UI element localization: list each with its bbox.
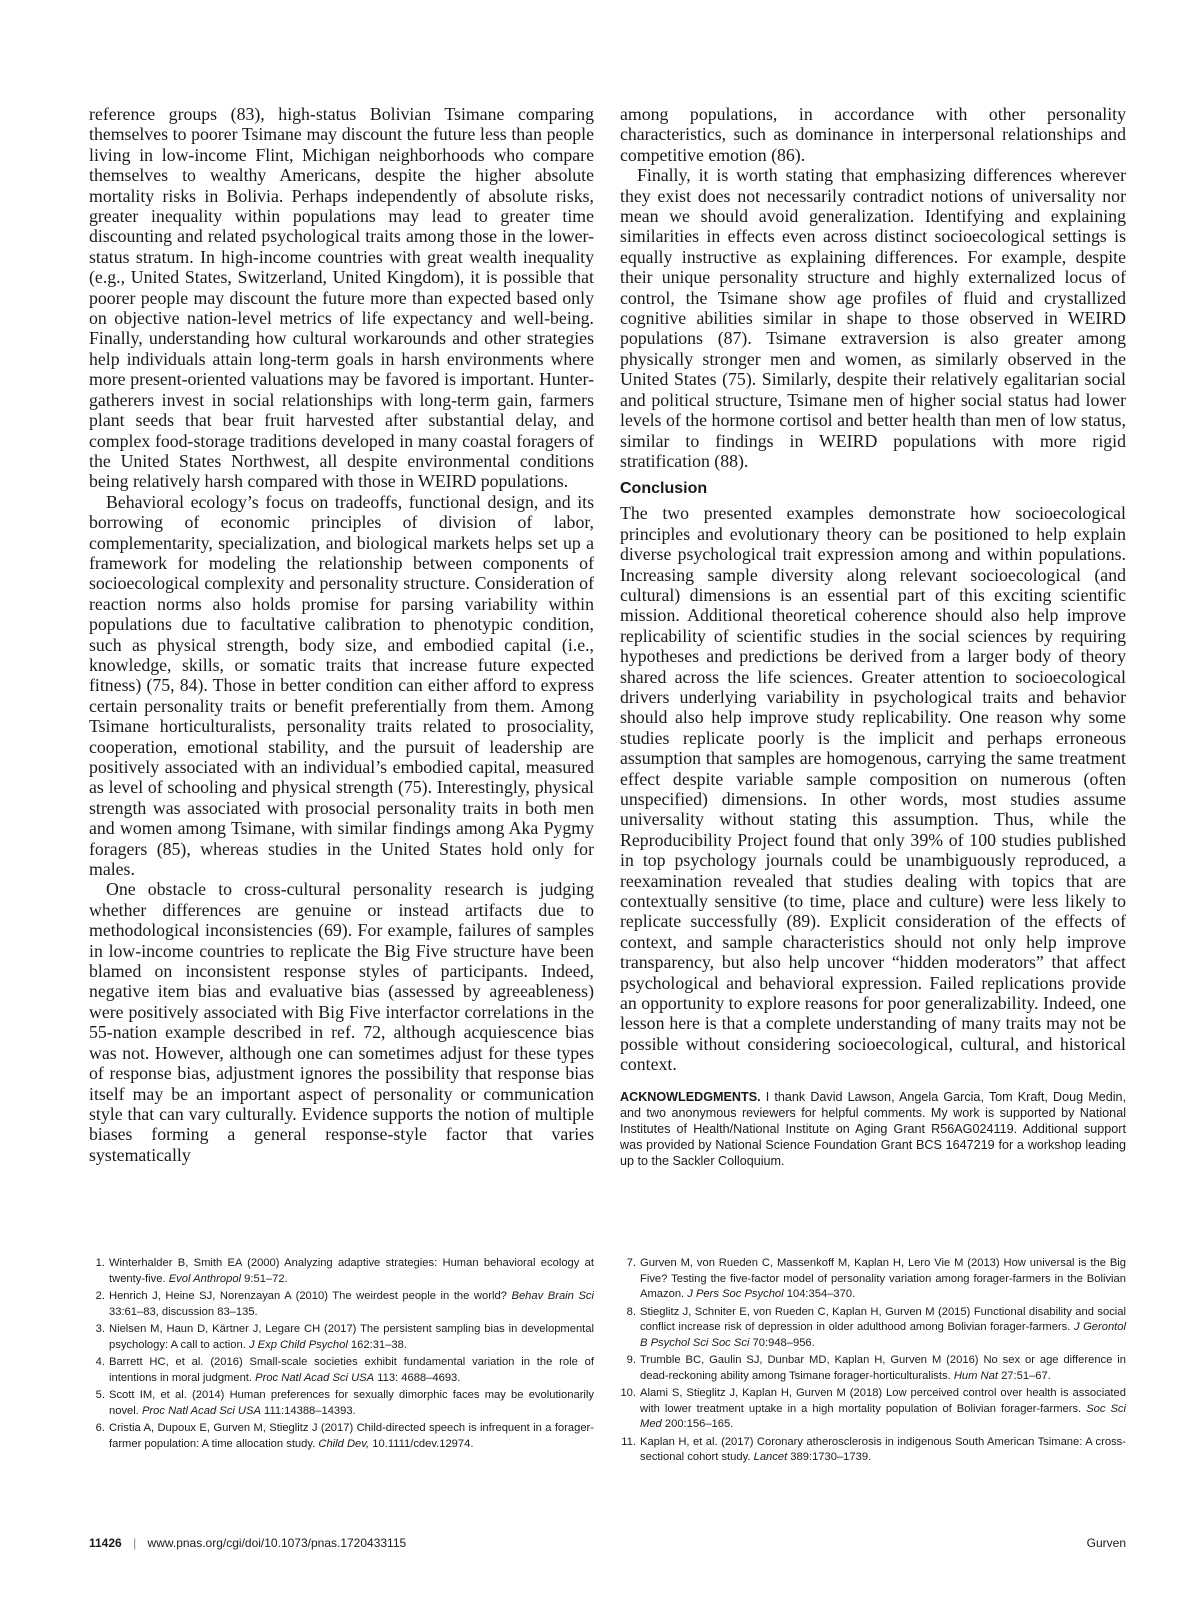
acknowledgments-text: I thank David Lawson, Angela Garcia, Tom Kraft, Doug Medin, and two anonymous reviewers for helpful comments. My work is supported by National Institutes of Health/National Institute on Aging Grant R56AG024119. Additional support was provided by National Science Foundation Grant BCS 1647219 for a workshop leading up to the Sackler Colloquium. (620, 1089, 1127, 1168)
conclusion-paragraph: The two presented examples demonstrate how socioecological principles and evolutionary theory can be positioned to help explain diverse psychological trait expression among and within populations. Increasing sample diversity along relevant socioecological (and cultural) dimensions is an essential part of this exciting scientific mission. Additional theoretical coherence should also help improve replicability of scientific studies in the social sciences by requiring hypotheses and predictions be derived from a larger body of theory shared across the life sciences. Greater attention to socioecological drivers underlying variability in psychological traits and behavior should also help improve study replicability. One reason why some studies replicate poorly is the implicit and perhaps erroneous assumption that samples are homogenous, carrying the same treatment effect despite variable sample composition on numerous (often unspecified) dimensions. In other words, most studies assume universality without stating this assumption. Thus, while the Reproducibility Project found that only 39% of 100 studies published in top psychology journals could be unambiguously reproduced, a reexamination revealed that studies dealing with topics that are contextually sensitive (to time, place and culture) were less likely to replicate successfully (89). Explicit consideration of the effects of context, and sample characteristics should not only help improve transparency, but also help uncover “hidden moderators” that affect psychological and behavioral expression. Failed replications provide an opportunity to explore reasons for poor generalizability. Indeed, one lesson here is that a complete understanding of many traits may not be possible without considering socioecological, cultural, and historical context. (620, 503, 1126, 1075)
reference-item: 11. Kaplan H, et al. (2017) Coronary atherosclerosis in indigenous South American Tsimane: A cross-sectional cohort study. Lancet 389:1730–1739. (621, 1435, 1126, 1463)
reference-item: 3. Nielsen M, Haun D, Kärtner J, Legare CH (2017) The persistent sampling bias in developmental psychology: A call to action. J Exp Child Psychol 162:31–38. (95, 1323, 594, 1351)
running-author: Gurven (1086, 1536, 1126, 1550)
left-column (89, 104, 594, 1165)
body-paragraph: reference groups (83), high-status Bolivian Tsimane comparing themselves to poorer Tsimane may discount the future less than people living in low-income Flint, Michigan neighborhoods who compare themselves to wealthy Americans, despite the higher absolute mortality risks in Bolivia. Perhaps independently of absolute risks, greater inequality within populations may lead to greater time discounting and related psychological traits among those in the lower-status stratum. In high-income countries with great wealth inequality (e.g., United States, Switzerland, United Kingdom), it is possible that poorer people may discount the future more than expected based only on objective nation-level metrics of life expectancy and well-being. Finally, understanding how cultural workarounds and other strategies help individuals attain long-term goals in harsh environments where more present-oriented valuations may be favored is important. Hunter-gatherers invest in social relationships with long-term gain, farmers plant seeds that bear fruit harvested after substantial delay, and complex food-storage traditions developed in many coastal foragers of the United States Northwest, all despite environmental conditions being relatively harsh compared with those in WEIRD populations. (89, 104, 594, 492)
doi-link[interactable]: www.pnas.org/cgi/doi/10.1073/pnas.1720433115 (147, 1536, 407, 1550)
reference-item: 8. Stieglitz J, Schniter E, von Rueden C, Kaplan H, Gurven M (2015) Functional disability and social conflict increase risk of depression in older adulthood among Bolivian forager-farmers. J Gerontol B Psychol Sci Soc Sci 70:948–956. (626, 1305, 1126, 1349)
reference-item: 6. Cristia A, Dupoux E, Gurven M, Stieglitz J (2017) Child-directed speech is infrequent in a forager-farmer population: A time allocation study. Child Dev, 10.1111/cdev.12974. (95, 1422, 594, 1450)
reference-item: 4. Barrett HC, et al. (2016) Small-scale societies exhibit fundamental variation in the role of intentions in moral judgment. Proc Natl Acad Sci USA 113: 4688–4693. (95, 1356, 594, 1384)
body-paragraph: One obstacle to cross-cultural personality research is judging whether differences are genuine or instead artifacts due to methodological inconsistencies (69). For example, failures of samples in low-income countries to replicate the Big Five structure have been blamed on inconsistent response styles of participants. Indeed, negative item bias and evaluative bias (assessed by agreeableness) were positively associated with Big Five interfactor correlations in the 55-nation example described in ref. 72, although acquiescence bias was not. However, although one can sometimes adjust for these types of response bias, adjustment ignores the possibility that response bias itself may be an important aspect of personality or communication style that can vary culturally. Evidence supports the notion of multiple biases forming a general response-style factor that varies systematically (89, 879, 594, 1165)
references-right (620, 1256, 1126, 1468)
right-column (620, 104, 1126, 1169)
acknowledgments-label: ACKNOWLEDGMENTS. (620, 1089, 761, 1104)
reference-list (89, 1256, 594, 1452)
reference-item: 9. Trumble BC, Gaulin SJ, Dunbar MD, Kaplan H, Gurven M (2016) No sex or age difference in dead-reckoning ability among Tsimane forager-horticulturalists. Hum Nat 27:51–67. (626, 1354, 1126, 1382)
reference-item: 7. Gurven M, von Rueden C, Massenkoff M, Kaplan H, Lero Vie M (2013) How universal is the Big Five? Testing the five-factor model of personality variation among forager-farmers in the Bolivian Amazon. J Pers Soc Psychol 104:354–370. (626, 1257, 1126, 1300)
body-paragraph: Finally, it is worth stating that emphasizing differences wherever they exist does not necessarily contradict notions of universality nor mean we should avoid generalization. Identifying and explaining similarities in effects even across distinct socioecological settings is equally instructive as explaining differences. For example, despite their unique personality structure and highly externalized locus of control, the Tsimane show age profiles of fluid and crystallized cognitive abilities similar in shape to those observed in WEIRD populations (87). Tsimane extraversion is also greater among physically stronger men and women, as similarly observed in the United States (75). Similarly, despite their relatively egalitarian social and political structure, Tsimane men of higher social status had lower levels of the hormone cortisol and better health than men of low status, similar to findings in WEIRD populations with more rigid stratification (88). (620, 165, 1126, 471)
references-left (89, 1256, 594, 1454)
body-paragraph: among populations, in accordance with other personality characteristics, such as dominance in interpersonal relationships and competitive emotion (86). (620, 104, 1126, 165)
reference-item: 10. Alami S, Stieglitz J, Kaplan H, Gurven M (2018) Low perceived control over health is associated with lower treatment uptake in a high mortality population of Bolivian forager-farmers. Soc Sci Med 200:156–165. (620, 1387, 1127, 1430)
body-paragraph: Behavioral ecology’s focus on tradeoffs, functional design, and its borrowing of economic principles of division of labor, complementarity, specialization, and biological markets helps set up a framework for modeling the relationship between components of socioecological complexity and personality structure. Consideration of reaction norms also holds promise for parsing variability within populations due to facultative calibration to phenotypic condition, such as physical strength, body size, and embodied capital (i.e., knowledge, skills, or somatic traits that increase future expected fitness) (75, 84). Those in better condition can either afford to express certain personality traits or benefit preferentially from them. Among Tsimane horticulturalists, personality traits related to prosociality, cooperation, emotional stability, and the pursuit of leadership are positively associated with an individual’s embodied capital, measured as level of schooling and physical strength (75). Interestingly, physical strength was associated with prosocial personality traits in both men and women among Tsimane, with similar findings among Aka Pygmy foragers (85), whereas studies in the United States hold only for males. (89, 491, 594, 880)
footer-separator: | (133, 1536, 137, 1550)
page-footer (89, 1536, 1126, 1550)
reference-item: 2. Henrich J, Heine SJ, Norenzayan A (2010) The weirdest people in the world? Behav Brain Sci 33:61–83, discussion 83–135. (95, 1290, 594, 1318)
acknowledgments (620, 1089, 1126, 1169)
reference-item: 1. Winterhalder B, Smith EA (2000) Analyzing adaptive strategies: Human behavioral ecology at twenty-five. Evol Anthropol 9:51–72. (95, 1257, 594, 1285)
conclusion-heading: Conclusion (620, 480, 708, 498)
reference-item: 5. Scott IM, et al. (2014) Human preferences for sexually dimorphic faces may be evolutionarily novel. Proc Natl Acad Sci USA 111:14388–14393. (95, 1389, 594, 1417)
reference-list (620, 1256, 1126, 1466)
page-number: 11426 (89, 1536, 122, 1550)
